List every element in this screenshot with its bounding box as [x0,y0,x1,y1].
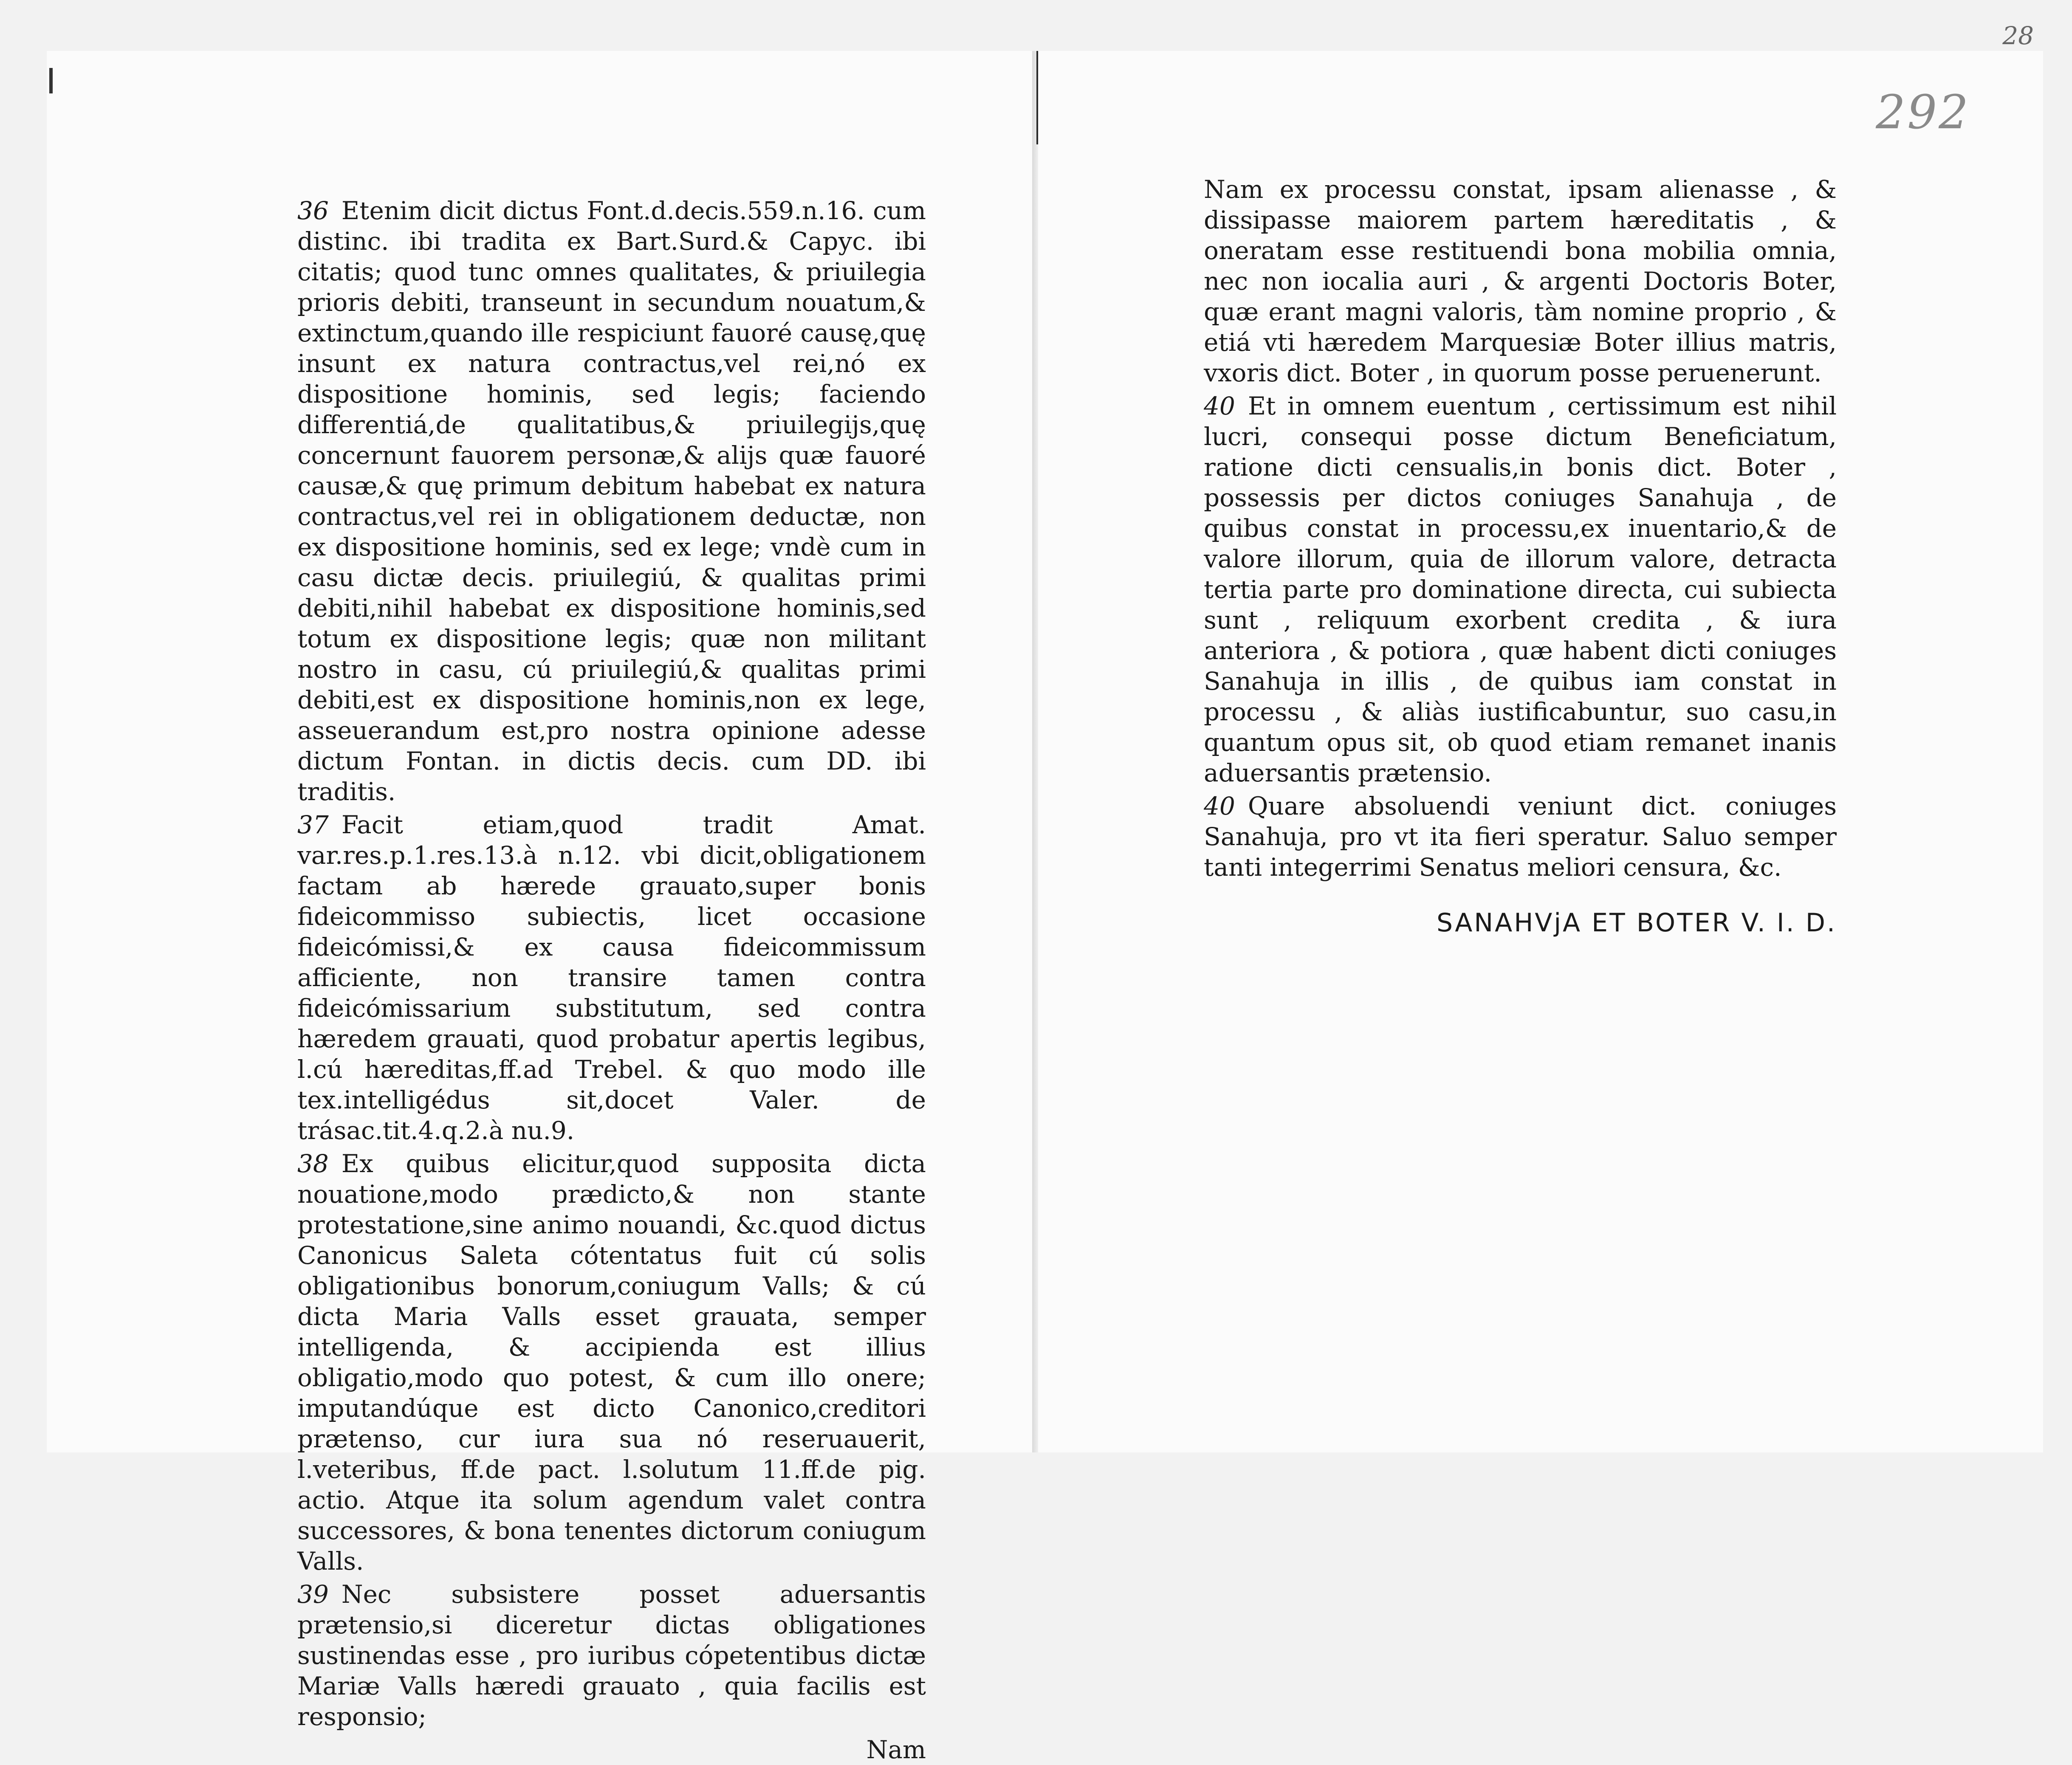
pencil-folio-number: 292 [1876,85,1970,139]
right-page [1038,51,2043,1452]
paragraph-37 [297,809,926,1146]
paragraph-number: 37 [297,810,329,839]
paragraph-text: Quare absoluendi veniunt dict. coniuges Sanahuja, pro vt ita fieri speratur. Saluo semper tanti integerrimi Senatus meliori censura, &c. [1204,792,1837,882]
paragraph-text: Nec subsistere posset aduersantis prætensio,si diceretur dictas obligationes sustinendas esse , pro iuribus cópetentibus dictæ Mariæ Valls hæredi grauato , quia facilis est responsio; [297,1580,926,1731]
paragraph-number: 36 [297,196,329,225]
paragraph-text: Ex quibus elicitur,quod supposita dicta nouatione,modo prædicto,& non stante protestatione,sine animo nouandi, &c.quod dictus Canonicus Saleta cótentatus fuit cú solis obligationibus bonorum,coniugum Valls; & cú dicta Maria Valls esset grauata, semper intelligenda, & accipienda est illius obligatio,modo quo potest, & cum illo onere; imputandúque est dicto Canonico,creditori prætenso, cur iura sua nó reseruauerit, l.veteribus, ff.de pact. l.solutum 11.ff.de pig. actio. Atque ita solum agendum valet contra successores, & bona tenentes dictorum coniugum Valls. [297,1149,926,1576]
signature: SANAHVjA ET BOTER V. I. D. [1437,908,1837,938]
paragraph-40a [1204,391,1837,788]
paragraph-text: Nam ex processu constat, ipsam alienasse , & dissipasse maiorem partem hæreditatis , & oneratam esse restituendi bona mobilia omnia, nec non iocalia auri , & argenti Doctoris Boter, quæ erant magni valoris, tàm nomine proprio , & etiá vti hæredem Marquesiæ Boter illius matris, vxoris dict. Boter , in quorum posse peruenerunt. [1204,175,1837,387]
folio-number: 28 [2002,21,2034,50]
left-page [47,51,1038,1764]
paragraph-text: Et in omnem euentum , certissimum est nihil lucri, consequi posse dictum Beneficiatum, ratione dicti censualis,in bonis dict. Boter , possessis per dictos coniuges Sanahuja , de quibus constat in processu,ex inuentario,& de valore illorum, quia de illorum valore, detracta tertia parte pro dominatione directa, cui subiecta sunt , reliquum exorbent credita , & iura anteriora , & potiora , quæ habent dicti coniuges Sanahuja in illis , de quibus iam constat in processu , & aliàs iustificabuntur, suo casu,in quantum opus sit, ob quod etiam remanet inanis aduersantis prætensio. [1204,392,1837,787]
paragraph-text: Etenim dicit dictus Font.d.decis.559.n.16. cum distinc. ibi tradita ex Bart.Surd.& Capyc. ibi citatis; quod tunc omnes qualitates, & priuilegia prioris debiti, transeunt in secundum nouatum,& extinctum,quando ille respiciunt fauoré causę,quę insunt ex natura contractus,vel rei,nó ex dispositione hominis, sed legis; faciendo differentiá,de qualitatibus,& priuilegijs,quę concernunt fauorem personæ,& alijs quæ fauoré causæ,& quę primum debitum habebat ex natura contractus,vel rei in obligationem deductæ, non ex dispositione hominis, sed ex lege; vndè cum in casu dictæ decis. priuilegiú, & qualitas primi debiti,nihil habebat ex dispositione hominis,sed totum ex dispositione legis; quæ non militant nostro in casu, cú priuilegiú,& qualitas primi debiti,est ex dispositione hominis,non ex lege, asseuerandum est,pro nostra opinione adesse dictum Fontan. in dictis decis. cum DD. ibi traditis. [297,196,926,806]
paragraph-text: Facit etiam,quod tradit Amat. var.res.p.1.res.13.à n.12. vbi dicit,obligationem factam ab hærede grauato,super bonis fideicommisso subiectis, licet occasione fideicómissi,& ex causa fideicommissum afficiente, non transire tamen contra fideicómissarium substitutum, sed contra hæredem grauati, quod probatur apertis legibus, l.cú hæreditas,ff.ad Trebel. & quo modo ille tex.intelligédus sit,docet Valer. de trásac.tit.4.q.2.à nu.9. [297,810,926,1145]
paragraph-40b [1204,791,1837,882]
paragraph-number: 39 [297,1580,329,1609]
catchword: Nam [866,1735,926,1764]
paragraph-number: 38 [297,1149,329,1178]
paragraph-36 [297,195,926,807]
paragraph-38 [297,1148,926,1576]
paragraph-number: 40 [1204,392,1235,420]
paragraph-number: 40 [1204,792,1235,820]
right-text-block [1204,174,1837,938]
document-spread [47,51,2043,1764]
paragraph-continuation [1204,174,1837,388]
left-text-block [297,195,926,1765]
corner-mark [49,68,53,93]
paragraph-39 [297,1579,926,1732]
